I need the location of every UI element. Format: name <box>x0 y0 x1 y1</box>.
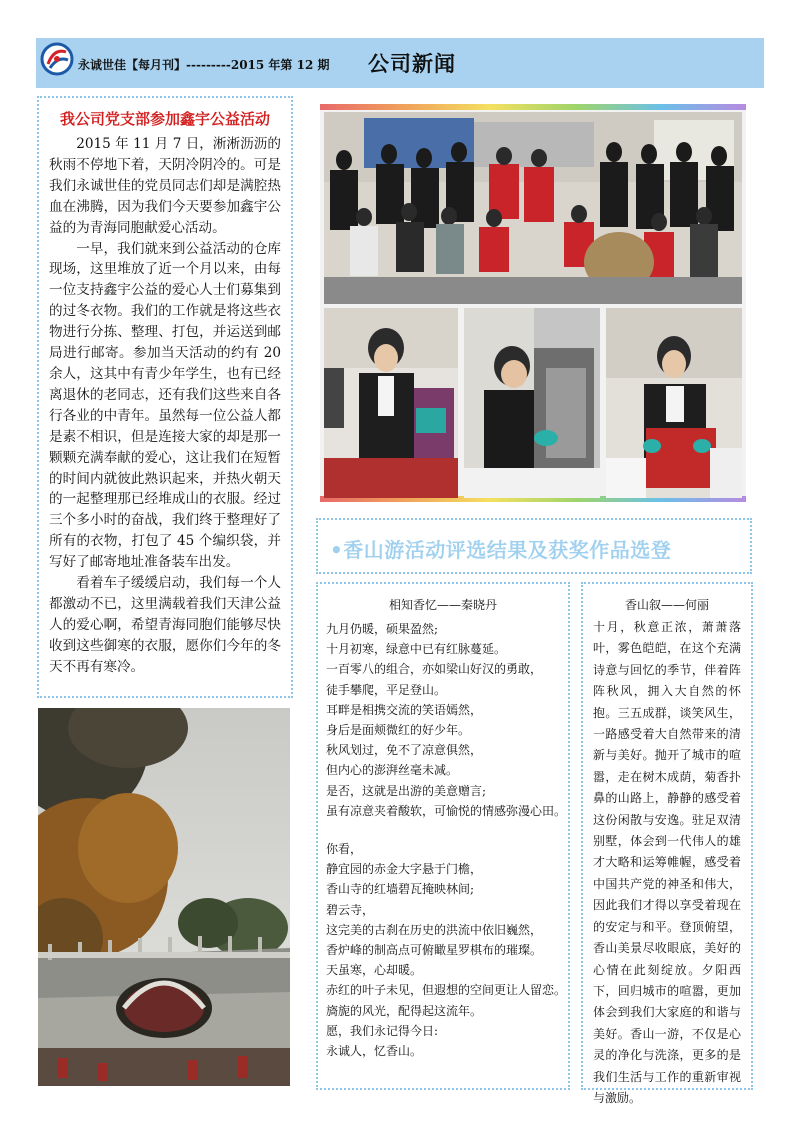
issue-number: 2015 年第 12 期 <box>230 58 330 72</box>
sorting-photo-3 <box>606 308 742 498</box>
xiangshan-section-title: •香山游活动评选结果及获奖作品选登 <box>330 538 672 562</box>
poem-line: 旖旎的风光，配得起这流年。 <box>326 1003 483 1018</box>
group-photo <box>324 112 742 304</box>
xiangshan-bridge-photo <box>38 708 290 1086</box>
poem-xiangzhi-xiangyi <box>316 582 570 1090</box>
sorting-photo-1 <box>324 308 458 498</box>
article-paragraph: 看着车子缓缓启动，我们每一个人都激动不已，这里满载着我们天津公益人的爱心啊，希望青海同胞们能够尽快收到这些御寒的衣服，愿你们今年的冬天不再有寒冷。 <box>49 575 281 675</box>
poem-line: 虽有凉意夹着酸软，可愉悦的情感弥漫心田。 <box>326 803 567 818</box>
issue-type: 【每月刊】 <box>126 58 187 72</box>
poem-line: 耳畔是相携交流的笑语嫣然， <box>326 702 483 717</box>
poem-line: 你看， <box>326 842 363 857</box>
poem-line: 永诚人，忆香山。 <box>326 1044 423 1059</box>
poem-line: 愿，我们永记得今日: <box>326 1023 439 1038</box>
poem-line: 秋风划过，免不了凉意俱然， <box>326 743 483 758</box>
masthead-dashes: --------- <box>186 58 231 72</box>
poem-line: 碧云寺， <box>326 902 375 917</box>
poem-line: 是否，这就是出游的美意赠言; <box>326 783 487 798</box>
collage-top-stripe <box>320 104 746 110</box>
company-name: 永诚世佳 <box>78 58 127 72</box>
poem-line: 一百零八的组合，亦如梁山好汉的勇敢， <box>326 662 543 677</box>
article-title: 我公司党支部参加鑫宇公益活动 <box>59 110 270 128</box>
poem-line: 徒手攀爬，平足登山。 <box>326 682 447 697</box>
poem-line: 身后是面颊微红的好少年。 <box>326 723 471 738</box>
article-party-charity <box>37 96 293 698</box>
essay-title: 香山叙——何丽 <box>624 598 709 612</box>
essay-body: 十月，秋意正浓，萧萧落叶，雾色皑皑，在这个充满诗意与回忆的季节，伴着阵阵秋风，拥入大自然的怀抱。三五成群，谈笑风生，一路感受着大自然带来的清新与美好。抛开了城市的喧嚣，走在树木成荫，菊香扑鼻的山路上，静静的感受着这份闲散与安逸。驻足双清别墅，体会到一代伟人的雄才大略和运筹帷幄，感受着中国共产党的神圣和伟大，因此我们才得以享受着现在的安定与和平。登顶俯望，香山美景尽收眼底，美好的心情在此刻绽放。夕阳西下，回归城市的喧嚣，更加体会到我们大家庭的和谐与美好。香山一游，不仅是心灵的净化与洗涤，更多的是我们生活与工作的重新审视与激励。 <box>593 620 741 1105</box>
poem-line: 静宜园的赤金大字悬于门檐， <box>326 862 483 877</box>
sorting-photo-2 <box>464 308 600 498</box>
poem-line: 香炉峰的制高点可俯瞰星罗棋布的璀璨。 <box>326 943 543 958</box>
poem-line: 这完美的古刹在历史的洪流中依旧巍然， <box>326 922 543 937</box>
article-paragraph: 2015 年 11 月 7 日，淅淅沥沥的秋雨不停地下着，天阴冷阴冷的。可是我们永诚世佳的党员同志们却是满腔热血在沸腾，因为我们今天要参加鑫宇公益的为青海同胞献爱心活动。 <box>49 136 281 236</box>
company-logo-icon <box>40 42 74 76</box>
poem-title: 相知香忆——秦晓丹 <box>388 598 497 612</box>
poem-line: 赤红的叶子未见，但遐想的空间更让人留恋。 <box>326 983 567 998</box>
article-paragraph: 一早，我们就来到公益活动的仓库现场，这里堆放了近一个月以来，由每一位支持鑫宇公益的爱心人士们募集到的过冬衣物。我们的工作就是将这些衣物进行分拣、整理、打包，并运送到邮局进行邮寄。参加当天活动的约有 20 余人，这其中有青少年学生，也有已经离退休的老同志，还有我们这些来自各行各业的中青年。虽然每一位公益人都是素不相识，但是连接大家的却是那一颗颗充满奉献的爱心，这让我们在短暂的时间内就彼此熟识起来，并热火朝天的一起整理那已经堆成山的衣服。经过三个多小时的奋战，我们终于整理好了所有的衣物，打包了 45 个编织袋，并写好了邮寄地址准备装车出发。 <box>49 240 281 571</box>
page-header <box>36 38 764 88</box>
essay-xiangshan-xu <box>581 582 753 1105</box>
poem-line: 九月仍暖，硕果盈然; <box>326 622 439 636</box>
poem-line: 香山寺的红墙碧瓦掩映林间; <box>326 882 475 897</box>
stanza-gap <box>326 821 560 839</box>
charity-photo-collage <box>320 104 746 502</box>
masthead <box>78 56 330 73</box>
section-title: 公司新闻 <box>368 51 456 76</box>
poem-line: 十月初寒，绿意中已有红脉蔓延。 <box>326 642 507 657</box>
poem-line: 天虽寒，心却暖。 <box>326 963 423 978</box>
xiangshan-section-banner <box>316 518 752 574</box>
poem-line: 但内心的澎湃丝毫未减。 <box>326 763 459 778</box>
